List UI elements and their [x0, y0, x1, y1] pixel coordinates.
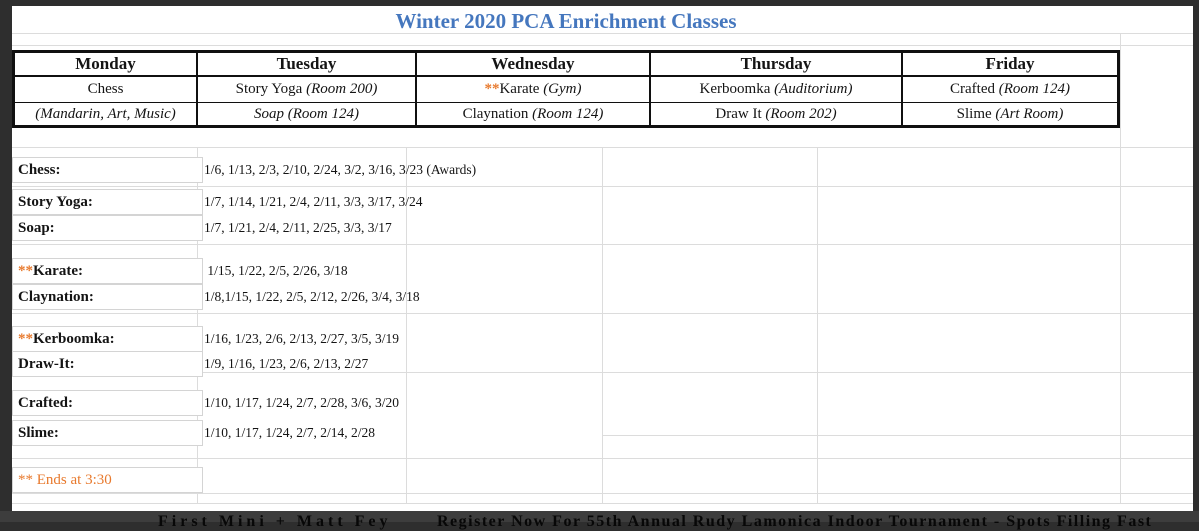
cutoff-text-right: Register Now For 55th Annual Rudy Lamonica Indoor Tournament - Spots Filling Fast	[437, 513, 1153, 530]
schedule-cell-tuesday-2	[198, 103, 417, 125]
footnote-asterisks: **	[18, 331, 33, 347]
day-header-monday: Monday	[15, 53, 198, 77]
day-header-tuesday: Tuesday	[198, 53, 417, 77]
footnote-asterisks: **	[484, 81, 500, 97]
class-dates: 1/9, 1/16, 1/23, 2/6, 2/13, 2/27	[204, 356, 369, 371]
class-label	[12, 189, 203, 215]
class-label-text: Soap:	[18, 220, 55, 236]
schedule-cell-friday-1	[903, 77, 1117, 103]
class-name: Draw It	[715, 106, 762, 122]
class-dates: 1/16, 1/23, 2/6, 2/13, 2/27, 3/5, 3/19	[204, 331, 400, 346]
class-dates: 1/7, 1/21, 2/4, 2/11, 2/25, 3/3, 3/17	[204, 220, 392, 235]
class-label	[12, 326, 203, 352]
class-name: Story Yoga	[235, 81, 303, 97]
day-header-wednesday: Wednesday	[417, 53, 651, 77]
class-label	[12, 215, 203, 241]
class-row-draw-it	[12, 351, 1193, 377]
class-name: Claynation	[462, 106, 529, 122]
bottom-cutoff-band	[0, 511, 1199, 530]
class-label	[12, 351, 203, 377]
class-label-text: Kerboomka:	[33, 331, 115, 347]
schedule-cell-wednesday-1	[417, 77, 651, 103]
class-label-text: Slime:	[18, 425, 59, 441]
class-label-text: Karate:	[33, 263, 83, 279]
footnote-ends-at: ** Ends at 3:30	[12, 467, 203, 493]
footnote-asterisks: **	[18, 263, 33, 279]
class-name: Karate	[499, 81, 540, 97]
schedule-cell-friday-2	[903, 103, 1117, 125]
class-name: Chess	[87, 81, 124, 97]
room-detail: (Auditorium)	[774, 81, 853, 97]
room-detail: (Room 202)	[765, 106, 837, 122]
class-row-kerboomka	[12, 326, 1193, 352]
cutoff-text-left: First Mini + Matt Fey	[158, 513, 392, 530]
class-label	[12, 420, 203, 446]
class-dates: 1/6, 1/13, 2/3, 2/10, 2/24, 3/2, 3/16, 3/23 (Awards)	[204, 162, 477, 177]
schedule-cell-thursday-1	[651, 77, 903, 103]
room-detail: (Mandarin, Art, Music)	[35, 106, 176, 122]
footnote-row	[12, 467, 1193, 493]
class-label	[12, 284, 203, 310]
room-detail: (Room 124)	[532, 106, 604, 122]
day-header-friday: Friday	[903, 53, 1117, 77]
schedule-cell-tuesday-1	[198, 77, 417, 103]
class-row-claynation	[12, 284, 1193, 310]
class-label-text: Draw-It:	[18, 356, 75, 372]
schedule-cell-wednesday-2	[417, 103, 651, 125]
room-detail: (Room 200)	[306, 81, 378, 97]
room-detail: (Gym)	[543, 81, 582, 97]
class-name: Kerboomka	[699, 81, 771, 97]
class-label-text: Chess:	[18, 162, 61, 178]
class-dates: 1/8,1/15, 1/22, 2/5, 2/12, 2/26, 3/4, 3/18	[204, 289, 420, 304]
class-label-text: Crafted:	[18, 395, 73, 411]
class-row-story-yoga	[12, 189, 1193, 215]
class-label-text: Story Yoga:	[18, 194, 93, 210]
class-label-text: Claynation:	[18, 289, 94, 305]
gridline	[12, 45, 1193, 46]
class-label	[12, 157, 203, 183]
day-header-thursday: Thursday	[651, 53, 903, 77]
class-label	[12, 390, 203, 416]
class-dates: 1/7, 1/14, 1/21, 2/4, 2/11, 3/3, 3/17, 3/24	[204, 194, 423, 209]
weekly-schedule-table	[12, 50, 1120, 128]
class-row-chess	[12, 157, 1193, 183]
schedule-cell-thursday-2	[651, 103, 903, 125]
class-row-slime	[12, 420, 1193, 446]
schedule-cell-monday-1	[15, 77, 198, 103]
class-name: Crafted	[950, 81, 995, 97]
class-dates: 1/10, 1/17, 1/24, 2/7, 2/28, 3/6, 3/20	[204, 395, 400, 410]
gridline	[12, 503, 1193, 504]
class-row-soap	[12, 215, 1193, 241]
room-detail: Soap (Room 124)	[254, 106, 359, 122]
class-row-karate	[12, 258, 1193, 284]
class-label	[12, 258, 203, 284]
room-detail: (Art Room)	[995, 106, 1064, 122]
page-title: Winter 2020 PCA Enrichment Classes	[395, 9, 737, 33]
class-dates: 1/15, 1/22, 2/5, 2/26, 3/18	[204, 263, 348, 278]
room-detail: (Room 124)	[998, 81, 1070, 97]
class-dates: 1/10, 1/17, 1/24, 2/7, 2/14, 2/28	[204, 425, 376, 440]
class-row-crafted	[12, 390, 1193, 416]
schedule-cell-monday-2	[15, 103, 198, 125]
class-name: Slime	[956, 106, 992, 122]
